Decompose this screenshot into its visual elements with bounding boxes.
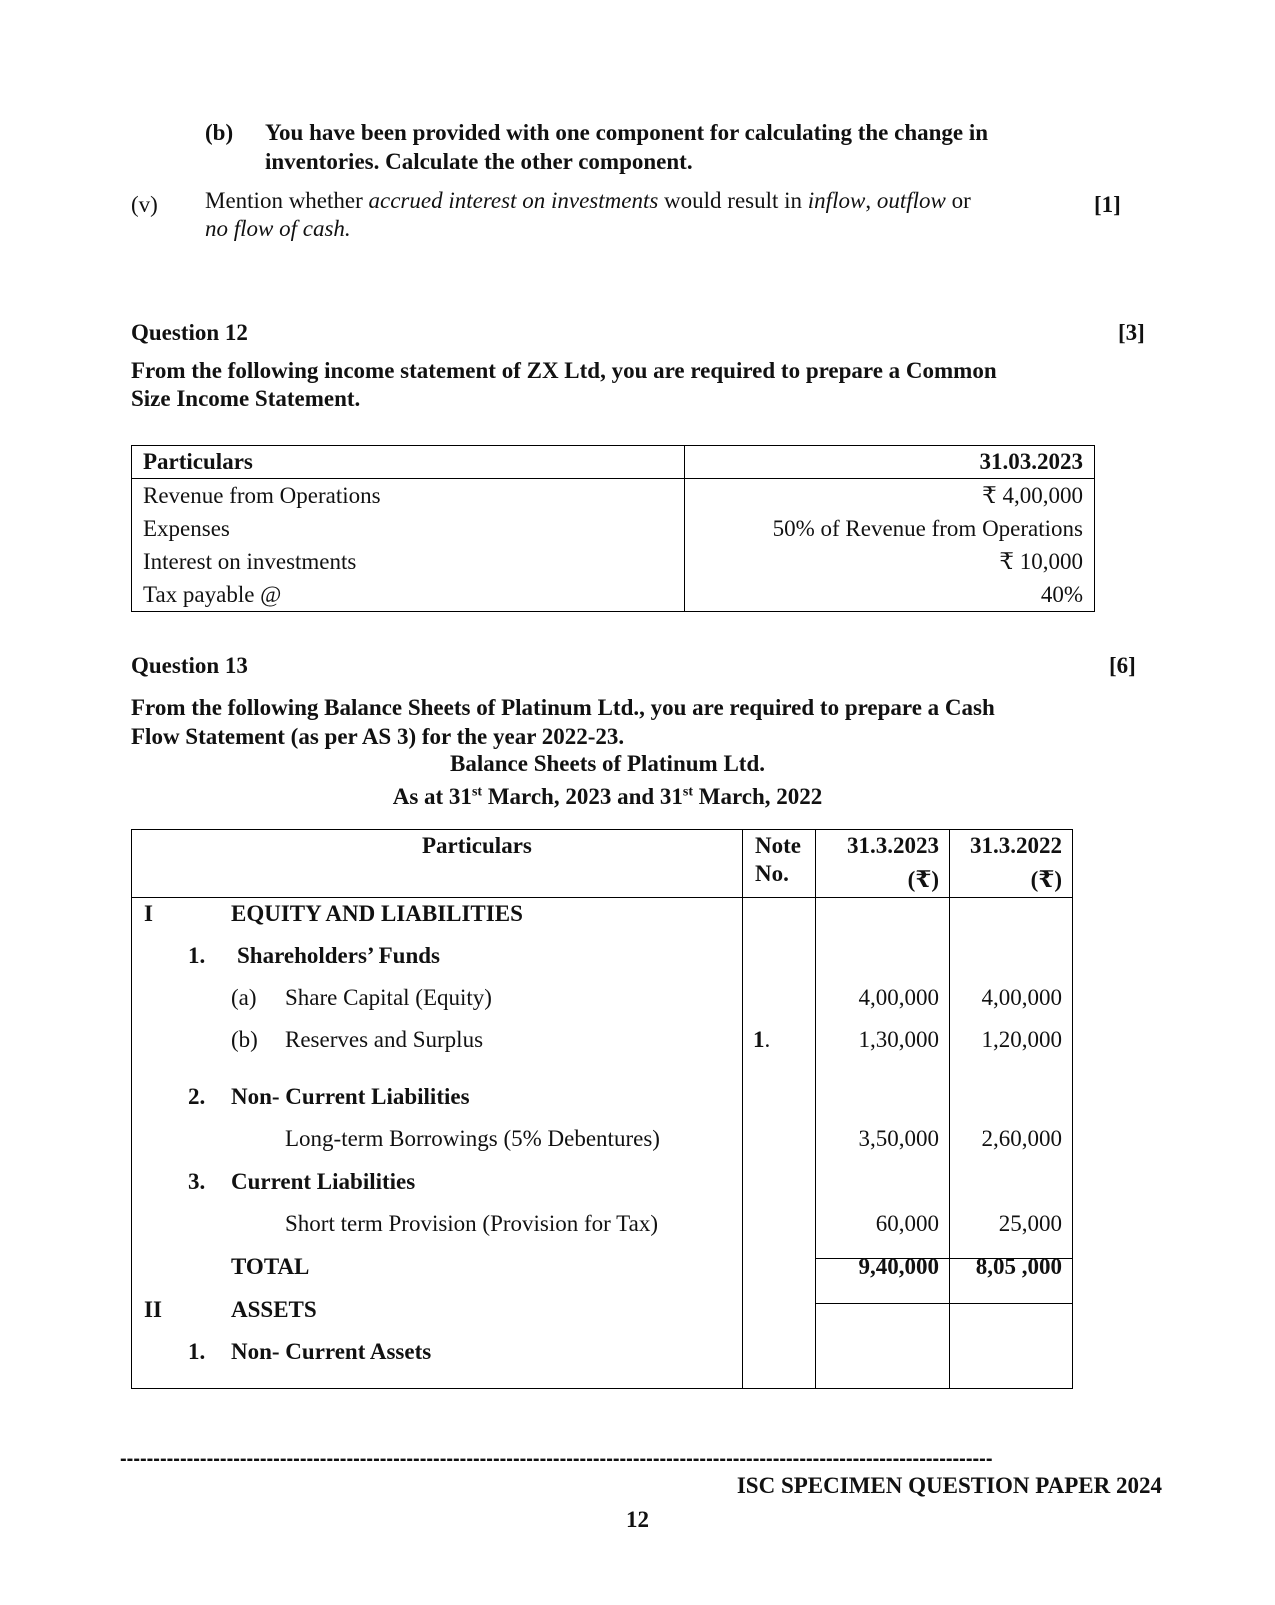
item-num: 1. [188, 943, 206, 968]
question-13-heading: Question 13 [131, 653, 248, 678]
row-value: ₹ 10,000 [685, 545, 1095, 578]
sub-text-b-line1: You have been provided with one component for calculating the change in [265, 120, 989, 145]
header-particulars: Particulars [422, 833, 532, 858]
row-value: 40% [685, 578, 1095, 612]
header-currency-2023: (₹) [907, 867, 939, 892]
header-note-no: No. [755, 861, 789, 886]
col-divider [949, 830, 950, 1388]
total-2022: 8,05 ,000 [975, 1254, 1062, 1279]
non-current-liabilities: Non- Current Liabilities [231, 1084, 470, 1109]
income-statement-table [131, 445, 1095, 612]
reserves-surplus: Reserves and Surplus [285, 1027, 484, 1052]
provision-2023: 60,000 [875, 1211, 939, 1236]
share-capital-2022: 4,00,000 [981, 985, 1062, 1010]
balance-sheet-title: Balance Sheets of Platinum Ltd. [450, 751, 765, 776]
header-particulars: Particulars [132, 446, 685, 479]
header-note: Note [755, 833, 801, 858]
table-row [132, 545, 1095, 578]
balance-sheet-table [131, 829, 1073, 1389]
reserves-2023: 1,30,000 [858, 1027, 939, 1052]
sub-label-v: (v) [131, 192, 158, 217]
row-value: 50% of Revenue from Operations [685, 512, 1095, 545]
long-term-borrowings: Long-term Borrowings (5% Debentures) [285, 1126, 660, 1151]
non-current-assets: Non- Current Assets [231, 1339, 432, 1364]
header-year-2022: 31.3.2022 [970, 833, 1062, 858]
header-currency-2022: (₹) [1030, 867, 1062, 892]
shareholders-funds: Shareholders’ Funds [237, 943, 441, 968]
marks-v: [1] [1094, 192, 1121, 217]
table-row [132, 578, 1095, 612]
row-label: Expenses [132, 512, 685, 545]
table-header-row [132, 446, 1095, 479]
share-capital-2023: 4,00,000 [858, 985, 939, 1010]
balance-sheet-subtitle: As at 31st March, 2023 and 31st March, 2022 [392, 784, 823, 809]
table-row [132, 479, 1095, 513]
borrowings-2023: 3,50,000 [858, 1126, 939, 1151]
item-num: 1. [188, 1339, 206, 1364]
section-equity-liabilities: EQUITY AND LIABILITIES [231, 901, 523, 926]
header-year-2023: 31.3.2023 [847, 833, 939, 858]
question-12-text-line1: From the following income statement of ZX Ltd, you are required to prepare a Common [131, 358, 997, 383]
total-label: TOTAL [231, 1254, 310, 1279]
reserves-2022: 1,20,000 [981, 1027, 1062, 1052]
sub-text-v-line1: Mention whether accrued interest on investments would result in inflow, outflow or [205, 188, 971, 213]
short-term-provision: Short term Provision (Provision for Tax) [285, 1211, 658, 1236]
question-12-marks: [3] [1118, 320, 1145, 345]
item-num: 2. [188, 1084, 206, 1109]
row-value: ₹ 4,00,000 [685, 479, 1095, 513]
total-2023: 9,40,000 [858, 1254, 939, 1279]
current-liabilities: Current Liabilities [231, 1169, 416, 1194]
question-12-text-line2: Size Income Statement. [131, 386, 361, 411]
page-number: 12 [626, 1507, 649, 1532]
question-13-text-line1: From the following Balance Sheets of Platinum Ltd., you are required to prepare a Cash [131, 695, 995, 720]
table-row [132, 512, 1095, 545]
section-roman-i: I [144, 901, 153, 926]
question-13-marks: [6] [1109, 653, 1136, 678]
row-label: Interest on investments [132, 545, 685, 578]
total-bottom-rule [815, 1303, 1072, 1304]
section-assets: ASSETS [231, 1297, 317, 1322]
header-date: 31.03.2023 [685, 446, 1095, 479]
note-number: 1. [753, 1027, 771, 1052]
footer-divider: ----------------------------------------------------------------------------------------------------------------------------------- [120, 1448, 993, 1470]
sub-item-label: (b) [231, 1027, 258, 1052]
col-divider [815, 830, 816, 1388]
sub-text-v-line2: no flow of cash. [205, 216, 351, 241]
row-label: Revenue from Operations [132, 479, 685, 513]
question-12-heading: Question 12 [131, 320, 248, 345]
borrowings-2022: 2,60,000 [981, 1126, 1062, 1151]
sub-item-label: (a) [231, 985, 257, 1010]
sub-text-b-line2: inventories. Calculate the other component. [265, 149, 693, 174]
question-13-text-line2: Flow Statement (as per AS 3) for the year 2022-23. [131, 724, 625, 749]
section-roman-ii: II [144, 1297, 162, 1322]
row-label: Tax payable @ [132, 578, 685, 612]
share-capital: Share Capital (Equity) [285, 985, 492, 1010]
sub-label-b: (b) [205, 120, 234, 145]
footer-paper-title: ISC SPECIMEN QUESTION PAPER 2024 [736, 1473, 1162, 1498]
header-rule [132, 897, 1072, 898]
provision-2022: 25,000 [998, 1211, 1062, 1236]
col-divider [742, 830, 743, 1388]
item-num: 3. [188, 1169, 206, 1194]
